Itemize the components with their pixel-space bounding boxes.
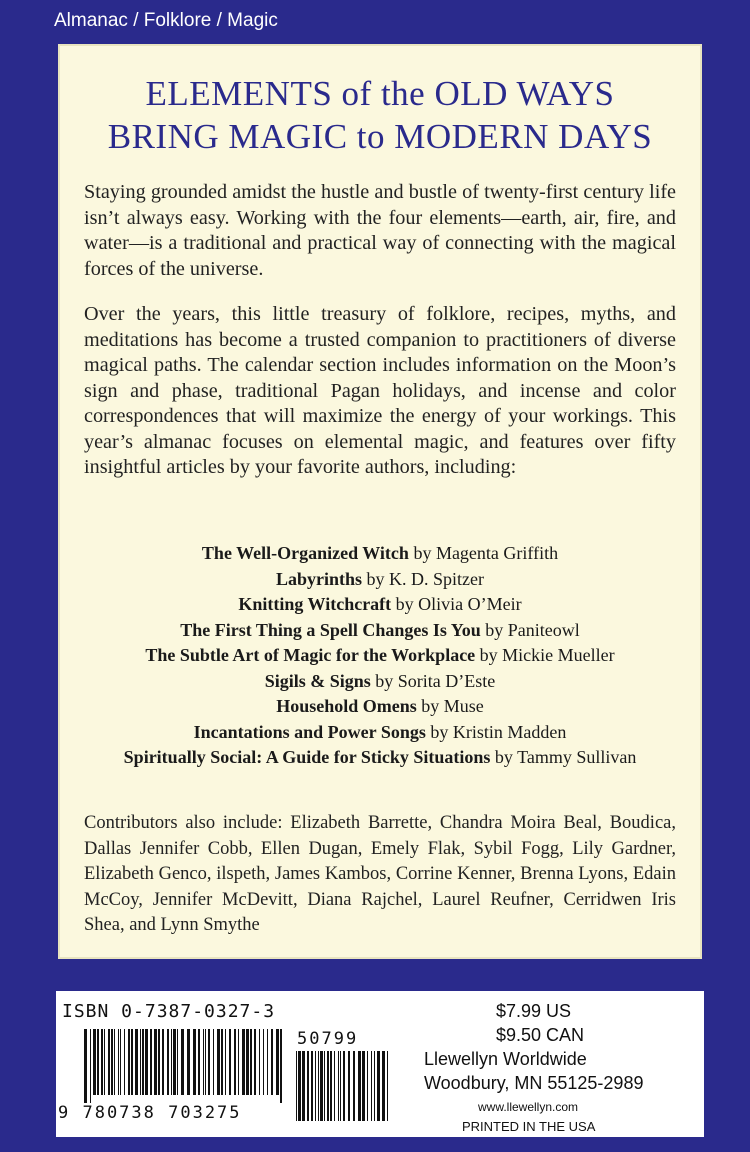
barcode-bar [181, 1029, 184, 1095]
article-item: Incantations and Power Songs by Kristin Madden [193, 721, 567, 742]
article-title: The First Thing a Spell Changes Is You [180, 619, 481, 640]
barcode-bar [108, 1029, 110, 1095]
barcode-bar [187, 1029, 190, 1095]
article-author: Magenta Griffith [435, 543, 559, 563]
addon-digits: 50799 [297, 1029, 359, 1049]
barcode-bar [280, 1029, 282, 1103]
barcode-bar [387, 1051, 388, 1121]
barcode-bar [104, 1029, 105, 1095]
barcode-bar [229, 1029, 231, 1095]
barcode-bar [128, 1029, 130, 1095]
barcode-bar [377, 1051, 380, 1121]
intro-paragraph: Staying grounded amidst the hustle and bustle of twenty-first century life isn’t always easy. Working with the four elements—earth, air, fire, and water—is a traditional and practical way of connecting with the magical forces of the universe. [84, 181, 676, 280]
barcode-bar [259, 1029, 260, 1095]
barcode-bar [140, 1029, 141, 1095]
featured-articles-list [58, 541, 702, 771]
barcode-bar [263, 1029, 264, 1095]
barcode-bar [330, 1051, 332, 1121]
barcode-bar [114, 1029, 115, 1095]
article-item: Spiritually Social: A Guide for Sticky Situations by Tammy Sullivan [123, 747, 637, 767]
article-item: The First Thing a Spell Changes Is You by Paniteowl [180, 619, 580, 640]
publisher-url: www.llewellyn.com [478, 1100, 579, 1114]
barcode-bar [276, 1029, 279, 1095]
price-can: $9.50 CAN [496, 1025, 585, 1045]
article-author: K. D. Spitzer [389, 568, 484, 589]
headline-line-2: BRING MAGIC to MODERN DAYS [107, 117, 653, 156]
barcode-bar [367, 1051, 368, 1121]
category-label: Almanac / Folklore / Magic [54, 10, 278, 31]
barcode-bar [90, 1029, 91, 1103]
barcode-bar [213, 1029, 214, 1095]
barcode-bar [131, 1029, 133, 1095]
barcode-panel [56, 991, 704, 1137]
barcode-bar [167, 1029, 169, 1095]
ean-digits: 9 780738 703275 [58, 1103, 242, 1123]
barcode-bar [254, 1029, 256, 1095]
barcode-bar [242, 1029, 245, 1095]
article-title: The Well-Organized Witch [201, 543, 409, 563]
price-us: $7.99 US [496, 1001, 572, 1021]
barcode-bar [118, 1029, 119, 1095]
barcode-bar [154, 1029, 157, 1095]
printed-label: PRINTED IN THE USA [462, 1119, 596, 1134]
headline-line-1: ELEMENTS of the OLD WAYS [145, 74, 615, 113]
barcode-bar [205, 1029, 206, 1095]
article-item: Sigils & Signs by Sorita D’Este [264, 670, 496, 691]
barcode-bar [93, 1029, 96, 1095]
barcode-bar [348, 1051, 350, 1121]
article-item: Labyrinths by K. D. Spitzer [275, 568, 484, 589]
barcode-bar [298, 1051, 301, 1121]
barcode-bar [327, 1051, 329, 1121]
barcode-bar [371, 1051, 372, 1121]
barcode-bar [334, 1051, 335, 1121]
barcode-bar [246, 1029, 249, 1095]
barcode-bar [225, 1029, 226, 1095]
barcode-bar [296, 1051, 297, 1121]
barcode-bar [234, 1029, 236, 1095]
barcode-bar [142, 1029, 144, 1095]
ean-barcode [84, 1029, 284, 1103]
barcode-bar [124, 1029, 125, 1095]
barcode-bar [193, 1029, 196, 1095]
article-author: Paniteowl [507, 619, 580, 640]
article-title: Labyrinths [275, 568, 363, 589]
publisher-address: Woodbury, MN 55125-2989 [424, 1073, 644, 1093]
barcode-bar [208, 1029, 210, 1095]
description-paragraph: Over the years, this little treasury of folklore, recipes, myths, and meditations has become a trusted companion to practitioners of diverse magical paths. The calendar section includes information on the Moon’s sign and phase, traditional Pagan holidays, and incense and color correspondences that will maximize the energy of your workings. This year’s almanac focuses on elemental magic, and features over fifty insightful articles by your favorite authors, including: [84, 303, 676, 478]
barcode-bar [353, 1051, 355, 1121]
barcode-bar [324, 1051, 325, 1121]
article-author: Sorita D’Este [397, 670, 496, 691]
barcode-bar [238, 1029, 239, 1095]
barcode-bar [198, 1029, 200, 1095]
barcode-bar [177, 1029, 178, 1095]
isbn-label: ISBN 0-7387-0327-3 [62, 1001, 276, 1022]
article-item: The Well-Organized Witch by Magenta Griffith [201, 543, 559, 563]
article-author: Tammy Sullivan [517, 747, 637, 767]
article-item: Household Omens by Muse [276, 696, 484, 716]
barcode-bar [162, 1029, 164, 1095]
article-title: Household Omens [276, 696, 417, 716]
headline [58, 72, 702, 158]
barcode-bar [271, 1029, 273, 1095]
barcode-bar [374, 1051, 375, 1121]
article-title: Incantations and Power Songs [193, 721, 426, 742]
barcode-bar [120, 1029, 121, 1095]
barcode-bar [307, 1051, 309, 1121]
barcode-bar [343, 1051, 345, 1121]
barcode-bar [302, 1051, 305, 1121]
barcode-bar [145, 1029, 148, 1095]
barcode-bar [320, 1051, 323, 1121]
addon-barcode [296, 1051, 396, 1121]
article-author: Kristin Madden [452, 721, 567, 742]
article-item: Knitting Witchcraft by Olivia O’Meir [238, 594, 522, 614]
barcode-bar [382, 1051, 385, 1121]
barcode-bar [173, 1029, 176, 1095]
barcode-bar [311, 1051, 313, 1121]
article-author: Olivia O’Meir [418, 594, 522, 614]
barcode-bar [101, 1029, 103, 1095]
article-author: Mickie Mueller [502, 645, 615, 665]
contributors-paragraph: Contributors also include: Elizabeth Barrette, Chandra Moira Beal, Boudica, Dallas Jennifer Cobb, Ellen Dugan, Emely Flak, Sybil Fogg, Lily Gardner, Elizabeth Genco, ilspeth, James Kambos, Corrine Kenner, Brenna Lyons, Edain McCoy, Jennifer McDevitt, Diana Rajchel, Laurel Reufner, Cerridwen Iris Shea, and Lynn Smythe [84, 813, 676, 935]
barcode-bar [135, 1029, 138, 1095]
barcode-bar [217, 1029, 220, 1095]
barcode-bar [250, 1029, 252, 1095]
article-author: Muse [443, 696, 484, 716]
barcode-bar [150, 1029, 152, 1095]
barcode-bar [362, 1051, 365, 1121]
barcode-bar [111, 1029, 113, 1095]
barcode-bar [97, 1029, 99, 1095]
barcode-bar [315, 1051, 316, 1121]
article-title: Sigils & Signs [264, 670, 371, 691]
article-title: Spiritually Social: A Guide for Sticky Situations [123, 747, 491, 767]
price-publisher-block [424, 999, 643, 1095]
barcode-bar [338, 1051, 339, 1121]
back-cover-panel [58, 44, 702, 959]
barcode-bar [203, 1029, 204, 1095]
publisher-name: Llewellyn Worldwide [424, 1049, 587, 1069]
barcode-bar [358, 1051, 361, 1121]
barcode-bar [171, 1029, 172, 1095]
article-item: The Subtle Art of Magic for the Workplace by Mickie Mueller [145, 645, 615, 665]
barcode-bar [84, 1029, 87, 1103]
barcode-bar [221, 1029, 223, 1095]
article-title: Knitting Witchcraft [238, 594, 392, 614]
article-title: The Subtle Art of Magic for the Workplace [145, 645, 476, 665]
barcode-bar [158, 1029, 160, 1095]
barcode-bar [267, 1029, 268, 1095]
barcode-bar [318, 1051, 319, 1121]
barcode-bar [340, 1051, 341, 1121]
